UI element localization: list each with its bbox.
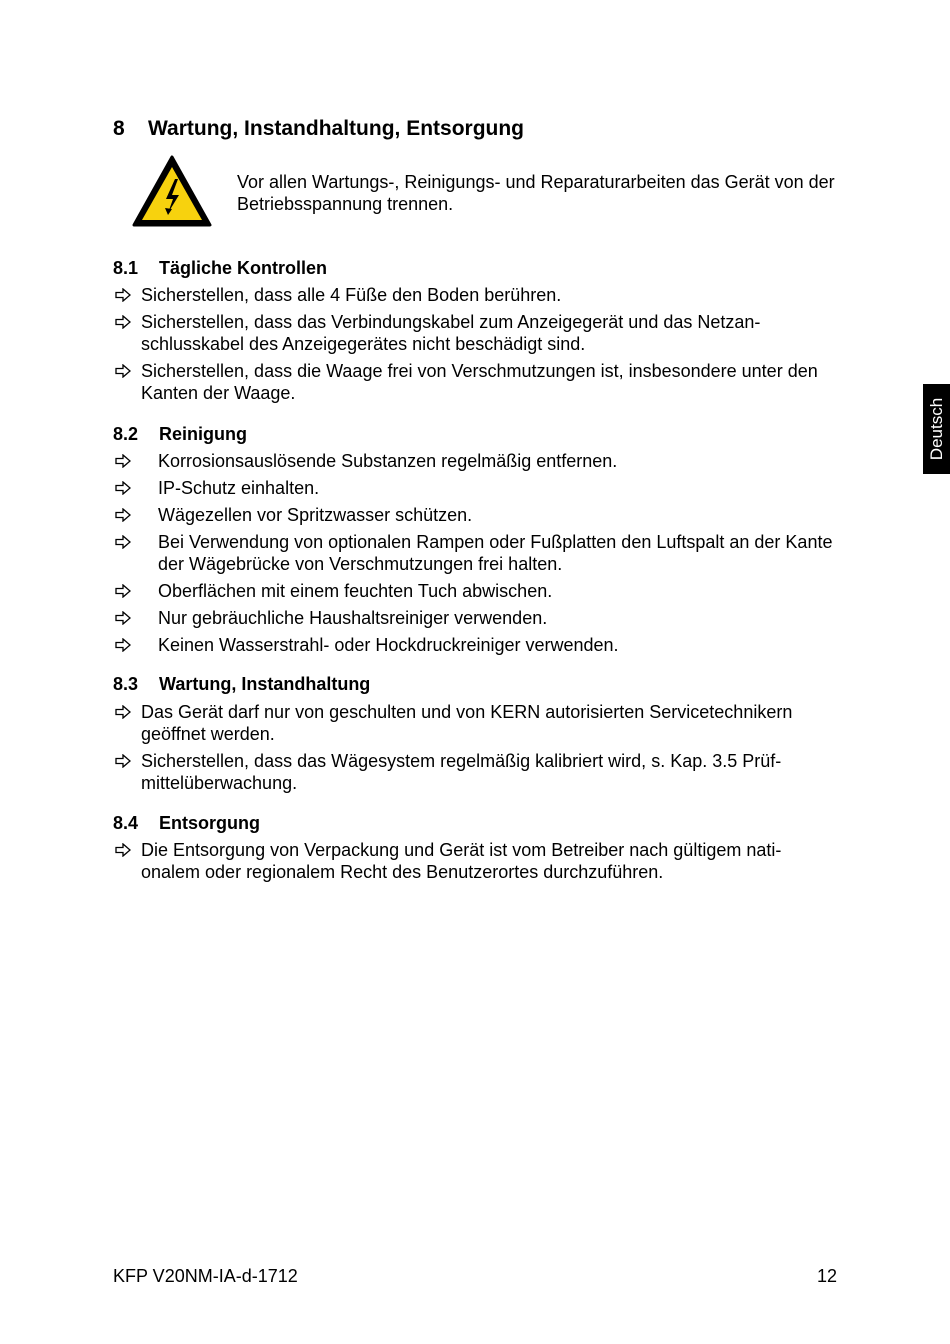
- arrow-right-icon: [113, 450, 133, 472]
- arrow-right-icon: [113, 750, 133, 772]
- list-item: [113, 311, 843, 355]
- section-heading: [113, 116, 524, 142]
- list-item-text: Keinen Wasserstrahl- oder Hockdruckreiniger verwenden.: [158, 635, 619, 655]
- list-item: [113, 607, 843, 629]
- arrow-right-icon: [113, 701, 133, 723]
- subsection-number: 8.3: [113, 674, 139, 694]
- subsection-heading-8-2: [113, 423, 247, 445]
- list-item-text: Sicherstellen, dass das Wägesystem regelmäßig kalibriert wird, s. Kap. 3.5 Prüf- mittelüberwachung.: [141, 751, 782, 793]
- arrow-right-icon: [113, 839, 133, 861]
- list-item-text: Das Gerät darf nur von geschulten und von KERN autorisierten Servicetechnikern geöffnet werden.: [141, 702, 793, 744]
- footer-page-number: 12: [816, 1266, 837, 1286]
- subsection-title: Tägliche Kontrollen: [159, 258, 328, 278]
- list-item: [113, 284, 843, 306]
- subsection-heading-8-3: [113, 673, 370, 695]
- list-item: [113, 580, 843, 602]
- subsection-title: Reinigung: [159, 424, 247, 444]
- list-item-text: Bei Verwendung von optionalen Rampen oder Fußplatten den Luftspalt an der Kante der Wägebrücke von Verschmutzungen frei halten.: [158, 532, 833, 574]
- footer-doc-id: KFP V20NM-IA-d-1712: [113, 1266, 298, 1286]
- subsection-number: 8.4: [113, 813, 139, 833]
- list-item: [113, 701, 843, 745]
- arrow-right-icon: [113, 284, 133, 306]
- section-number: 8: [113, 117, 125, 140]
- checklist-daily: [113, 284, 843, 409]
- list-item: [113, 504, 843, 526]
- arrow-right-icon: [113, 311, 133, 333]
- warning-text: Vor allen Wartungs-, Reinigungs- und Reparaturarbeiten das Gerät von der Betriebsspannung trennen.: [237, 172, 835, 214]
- list-item: [113, 360, 843, 404]
- arrow-right-icon: [113, 360, 133, 382]
- list-item: [113, 750, 843, 794]
- subsection-title: Entsorgung: [159, 813, 260, 833]
- checklist-disposal: [113, 839, 843, 888]
- arrow-right-icon: [113, 477, 133, 499]
- list-item-text: Sicherstellen, dass die Waage frei von Verschmutzungen ist, insbesondere unter den Kanten der Waage.: [141, 361, 818, 403]
- list-item-text: Die Entsorgung von Verpackung und Gerät ist vom Betreiber nach gültigem nati- onalem oder regionalem Recht des Benutzerortes durchzuführen.: [141, 840, 782, 882]
- subsection-number: 8.2: [113, 424, 139, 444]
- section-title: Wartung, Instandhaltung, Entsorgung: [148, 117, 525, 140]
- list-item: [113, 634, 843, 656]
- subsection-heading-8-1: [113, 257, 327, 279]
- list-item-text: Nur gebräuchliche Haushaltsreiniger verwenden.: [158, 608, 548, 628]
- arrow-right-icon: [113, 531, 133, 553]
- arrow-right-icon: [113, 607, 133, 629]
- list-item: [113, 531, 843, 575]
- subsection-number: 8.1: [113, 258, 139, 278]
- list-item: [113, 839, 843, 883]
- list-item-text: Oberflächen mit einem feuchten Tuch abwischen.: [158, 581, 553, 601]
- arrow-right-icon: [113, 504, 133, 526]
- high-voltage-warning-icon: [132, 155, 212, 228]
- list-item: [113, 477, 843, 499]
- list-item-text: Sicherstellen, dass das Verbindungskabel zum Anzeigegerät und das Netzan- schlusskabel des Anzeigegerätes nicht beschädigt sind.: [141, 312, 761, 354]
- list-item-text: Sicherstellen, dass alle 4 Füße den Boden berühren.: [141, 285, 562, 305]
- language-tab-label: Deutsch: [926, 397, 946, 461]
- checklist-maintenance: [113, 701, 843, 799]
- checklist-cleaning: [113, 450, 843, 661]
- arrow-right-icon: [113, 580, 133, 602]
- language-tab: [923, 384, 950, 474]
- arrow-right-icon: [113, 634, 133, 656]
- subsection-heading-8-4: [113, 812, 260, 834]
- subsection-title: Wartung, Instandhaltung: [159, 674, 371, 694]
- list-item: [113, 450, 843, 472]
- list-item-text: Wägezellen vor Spritzwasser schützen.: [158, 505, 473, 525]
- list-item-text: IP-Schutz einhalten.: [158, 478, 320, 498]
- list-item-text: Korrosionsauslösende Substanzen regelmäßig entfernen.: [158, 451, 618, 471]
